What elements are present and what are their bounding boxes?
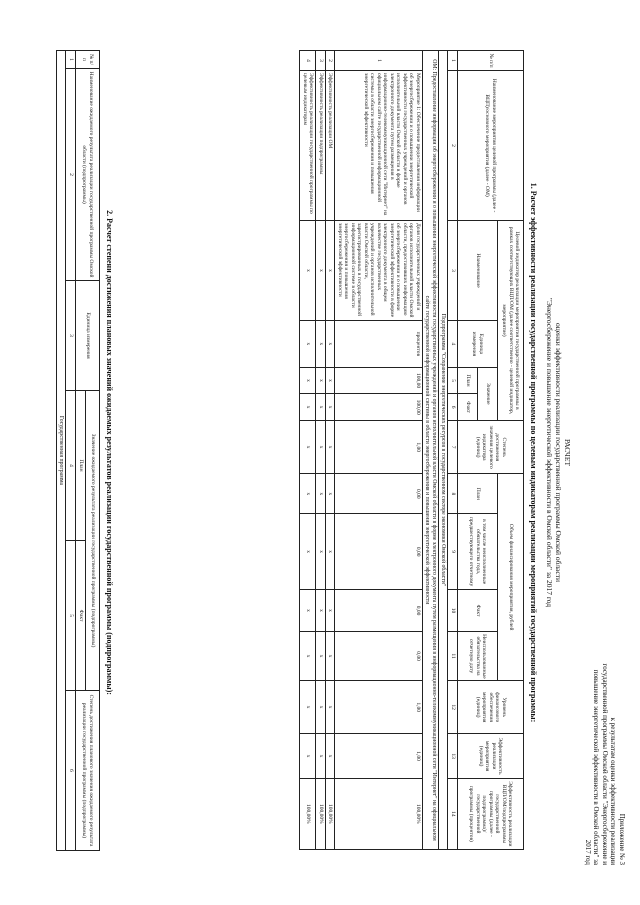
col-header-fact: Факт bbox=[76, 541, 86, 691]
col-header-degree: Степень достижения значения целевого индикатора (единиц) bbox=[458, 421, 524, 474]
effect-value: 100,00% bbox=[326, 778, 336, 849]
appendix-line: 2017 год bbox=[584, 839, 592, 865]
column-number: 7 bbox=[448, 421, 458, 474]
x-mark: x bbox=[316, 421, 326, 474]
x-mark: x bbox=[300, 221, 316, 321]
col-header-value: Значение bbox=[478, 367, 498, 420]
x-mark: x bbox=[316, 394, 326, 421]
column-numbers-row bbox=[448, 51, 458, 850]
x-mark: x bbox=[316, 632, 326, 681]
x-mark: x bbox=[300, 734, 316, 778]
x-mark: x bbox=[316, 221, 326, 321]
title-line: оценки эффективности реализации государственной программы Омской области bbox=[554, 322, 563, 583]
section1-heading: 1. Расчет эффективности реализации государственной программы по целевым индикаторам реализации мероприятий государственной программы: bbox=[529, 182, 538, 723]
column-number: 3 bbox=[448, 221, 458, 321]
col-header-name: Наименование bbox=[458, 221, 498, 321]
measure-name: Мероприятие 1: Обеспечение предоставления информации об энергосбережении и о повышении энергетической эффективности государственных учреждений и органов исполнительной власти Омской области в форме электронного документа путем размещения в информационно-телекоммуникационной сети "Интернет" на официальном сайте государственной информационной системы в области энергосбережения и повышения энергетической эффективности bbox=[335, 71, 423, 221]
x-mark: x bbox=[326, 734, 336, 778]
column-number: 6 bbox=[66, 691, 76, 851]
col-header-result-value: Значение ожидаемого результата реализации государственной программы (подпрограммы) bbox=[86, 391, 100, 691]
appendix-line: государственной программы Омской области "Энергосбережение и bbox=[601, 663, 609, 865]
column-number: 5 bbox=[448, 367, 458, 394]
col-header-result-name: Наименование ожидаемого результата реализации государственной программы Омской области (подпрограммы) bbox=[76, 69, 100, 281]
x-mark: x bbox=[300, 632, 316, 681]
column-number: 10 bbox=[448, 589, 458, 631]
measure-effect-program: 100,00% bbox=[335, 778, 423, 849]
col-header-unit: Единица измерения bbox=[76, 281, 100, 391]
column-number: 4 bbox=[66, 391, 76, 541]
document-title bbox=[545, 0, 572, 905]
x-mark: x bbox=[326, 221, 336, 321]
gp-row bbox=[57, 51, 67, 851]
x-mark: x bbox=[300, 421, 316, 474]
column-number: 5 bbox=[66, 541, 76, 691]
effect-value: 100,00% bbox=[300, 778, 316, 849]
x-mark: x bbox=[326, 394, 336, 421]
row-label: Эффективность реализации подпрограммы bbox=[316, 71, 326, 221]
x-mark: x bbox=[300, 394, 316, 421]
appendix-line: к результатам оценки эффективности реализации bbox=[609, 717, 618, 865]
column-number: 9 bbox=[448, 514, 458, 590]
indicator-name: Доля государственных учреждений и органов исполнительной власти Омской области, предоставивших информацию об энергосбережении и о повышении энергетической эффективности в форме электронного документа в общем количестве государственных учреждений и органов исполнительной власти Омской области, зарегистрированных в государственной информационной системе в области энергосбережения и повышения энергетической эффективности bbox=[335, 221, 423, 321]
col-header-effect: Эффективность реализации мероприятия (единиц) bbox=[458, 734, 524, 778]
col-header-np: № п/п bbox=[458, 51, 524, 71]
x-mark: x bbox=[300, 589, 316, 631]
om-title: ОМ: Предоставление информации об энергосбережении и о повышении энергетической эффективности государственных учреждений и органов исполнительной власти Омской области в форме электронного документа путем размещения в информационно-телекоммуникационной сети "Интернет" на официальном сайте государственной информационной системы в области энергосбережения и повышения энергетической эффективности bbox=[423, 51, 439, 850]
x-mark: x bbox=[300, 514, 316, 590]
column-number: 14 bbox=[448, 778, 458, 849]
title-line: "Энергосбережение и повышение энергетической эффективности в Омской области" за 2017 год bbox=[545, 297, 554, 608]
column-number: 11 bbox=[448, 632, 458, 681]
finance-incl: 0,00 bbox=[335, 514, 423, 590]
x-mark: x bbox=[316, 734, 326, 778]
appendix-number: Приложение № 3 bbox=[618, 813, 626, 865]
x-mark: x bbox=[316, 514, 326, 590]
column-number: 13 bbox=[448, 734, 458, 778]
column-number: 1 bbox=[66, 51, 76, 69]
column-number: 2 bbox=[66, 69, 76, 281]
indicators-table bbox=[300, 50, 525, 850]
x-mark: x bbox=[316, 681, 326, 734]
x-mark: x bbox=[316, 474, 326, 514]
finance-fact: 0,00 bbox=[335, 589, 423, 631]
x-mark: x bbox=[326, 514, 336, 590]
x-mark: x bbox=[300, 367, 316, 394]
col-header-finance: Объем финансирования мероприятия, рублей bbox=[498, 474, 524, 681]
table-row bbox=[335, 51, 423, 850]
col-header-unit: Единица измерения bbox=[458, 321, 498, 368]
col-header-plan: План bbox=[458, 367, 478, 394]
row-number: 3 bbox=[316, 51, 326, 71]
col-header-indicator: Целевой индикатор реализации мероприятия государственной программы в рамках соответствующих ВЦП/ОМ (далее соответственно - целевой индикатор, мероприятие) bbox=[498, 221, 524, 421]
column-number: 3 bbox=[66, 281, 76, 391]
gp-title: Государственная программа bbox=[57, 51, 67, 851]
x-mark: x bbox=[300, 474, 316, 514]
om-row bbox=[423, 51, 439, 850]
table-row bbox=[300, 51, 316, 850]
x-mark: x bbox=[326, 589, 336, 631]
indicator-unit: процентов bbox=[335, 321, 423, 368]
column-number: 6 bbox=[448, 394, 458, 421]
row-number: 1 bbox=[335, 51, 423, 71]
title-line: РАСЧЕТ bbox=[563, 438, 572, 467]
x-mark: x bbox=[316, 321, 326, 368]
section2-heading: 2. Расчет степени достижения плановых значений ожидаемых результатов реализации государственной программы (подпрограммы): bbox=[105, 210, 114, 695]
col-header-fin-plan: План bbox=[458, 474, 498, 514]
row-label: Эффективность реализации ОМ bbox=[326, 71, 336, 221]
row-number: 2 bbox=[326, 51, 336, 71]
x-mark: x bbox=[316, 589, 326, 631]
effect-value: 100,00% bbox=[316, 778, 326, 849]
column-number: 1 bbox=[448, 51, 458, 71]
x-mark: x bbox=[326, 421, 336, 474]
column-numbers-row bbox=[66, 51, 76, 851]
column-number: 8 bbox=[448, 474, 458, 514]
col-header-result-degree: Степень достижения планового значения ожидаемого результата реализации государственной программы (подпрограммы) bbox=[76, 691, 100, 851]
table-row bbox=[316, 51, 326, 850]
x-mark: x bbox=[326, 321, 336, 368]
col-header-level: Уровень финансового обеспечения мероприятия (единиц) bbox=[458, 681, 524, 734]
results-table bbox=[56, 50, 100, 851]
column-number: 2 bbox=[448, 71, 458, 221]
col-header-effect-program: Эффективность реализации ВЦП/ОМ/подпрограммы государственной программы (далее - подпрограмма)/государственной программы (процентов) bbox=[458, 778, 524, 849]
x-mark: x bbox=[326, 681, 336, 734]
column-number: 12 bbox=[448, 681, 458, 734]
col-header-fact: Факт bbox=[458, 394, 478, 421]
col-header-fin-unused: Неиспользованные обязательства на отчетную дату bbox=[458, 632, 498, 681]
indicator-plan: 100,00 bbox=[335, 367, 423, 394]
col-header-np: № п/п bbox=[76, 51, 100, 69]
measure-effect: 1,00 bbox=[335, 734, 423, 778]
col-header-fin-incl: в том числе неисполненные обязательства года, предшествующего отчетному bbox=[458, 514, 498, 590]
indicator-fact: 100,00 bbox=[335, 394, 423, 421]
appendix-line: повышение энергетической эффективности в Омской области" за bbox=[592, 669, 601, 865]
column-number: 4 bbox=[448, 321, 458, 368]
x-mark: x bbox=[300, 321, 316, 368]
subprogram-title: Подпрограмма "Сохранение энергетических ресурсов в государственном секторе экономики Омской области" bbox=[439, 51, 449, 850]
finance-plan: 0,00 bbox=[335, 474, 423, 514]
table-row bbox=[326, 51, 336, 850]
indicator-degree: 1,00 bbox=[335, 421, 423, 474]
x-mark: x bbox=[316, 367, 326, 394]
appendix-header bbox=[584, 635, 627, 865]
col-header-plan: План bbox=[76, 391, 86, 541]
row-number: 4 bbox=[300, 51, 316, 71]
x-mark: x bbox=[326, 632, 336, 681]
finance-unused: 0,00 bbox=[335, 632, 423, 681]
x-mark: x bbox=[326, 474, 336, 514]
finance-level: 1,00 bbox=[335, 681, 423, 734]
x-mark: x bbox=[300, 681, 316, 734]
row-label: Эффективность реализации государственной программы по целевым индикаторам bbox=[300, 71, 316, 221]
col-header-fin-fact: Факт bbox=[458, 589, 498, 631]
x-mark: x bbox=[326, 367, 336, 394]
subprogram-row bbox=[439, 51, 449, 850]
col-header-measure: Наименование мероприятия целевой программы (далее - ВЦП)/основного мероприятия (далее - ОМ) bbox=[458, 71, 524, 221]
